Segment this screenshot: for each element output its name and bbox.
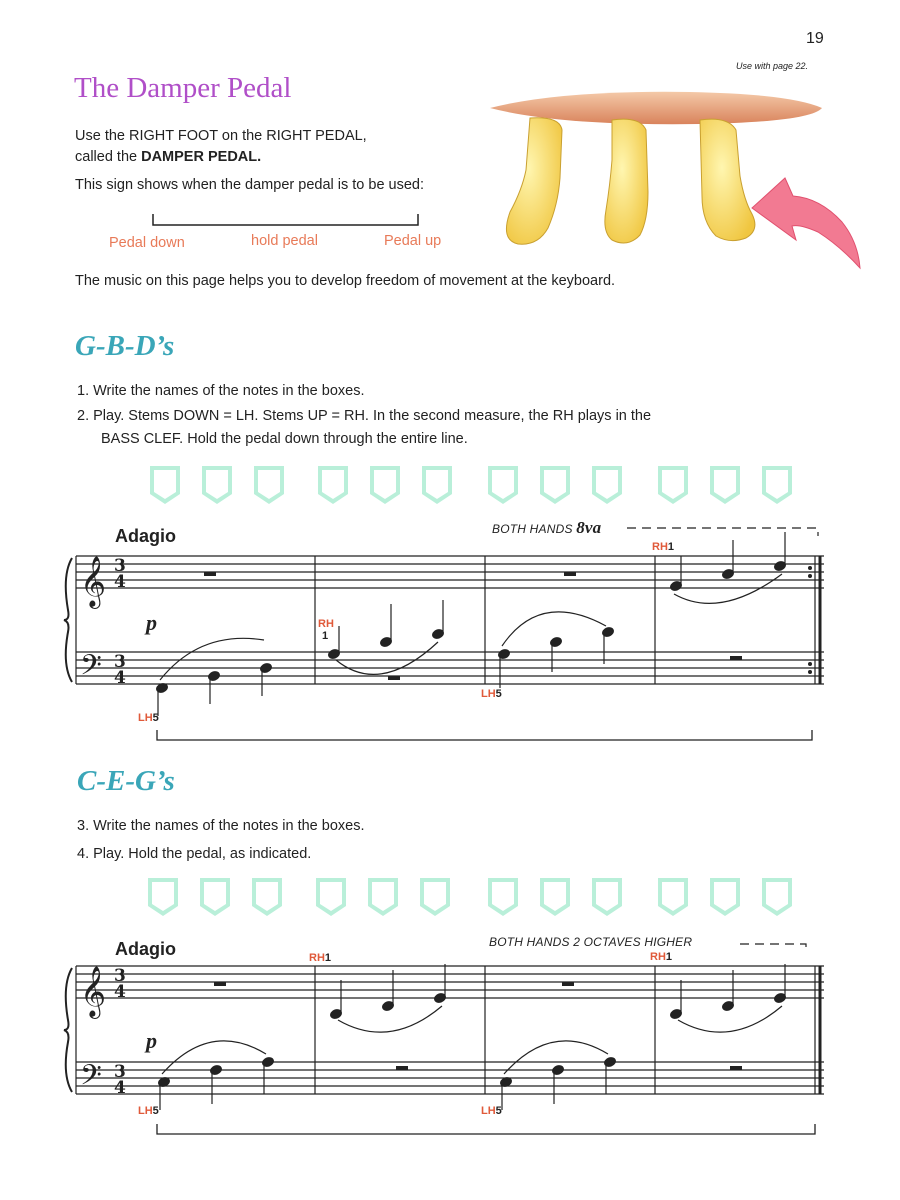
step-1: 1. Write the names of the notes in the boxes. [77,383,365,399]
step-2-line-1: 2. Play. Stems DOWN = LH. Stems UP = RH. In the second measure, the RH plays in the [77,408,652,424]
use-with-note: Use with page 22. [736,61,809,71]
rh-label: RH [652,541,668,553]
answer-boxes-row-2[interactable] [148,878,792,916]
time-sig-top-2a: 3 [114,966,126,986]
rests-2 [214,982,742,1070]
octave-direction-1-text: BOTH HANDS [492,522,573,536]
finger-number: 1 [665,951,673,963]
time-sig-bottom-2a: 4 [114,982,126,1002]
finger-number: 5 [495,688,502,700]
section-title-gbd: G-B-D’s [75,330,175,362]
finger-number: 5 [152,712,159,724]
time-sig-top-1a: 3 [114,556,126,576]
rh-label: RH [318,618,334,630]
time-sig-bottom-1b: 4 [114,668,126,688]
pedal-line-1 [157,730,812,740]
lh-label: LH [138,1105,153,1117]
tempo-marking-1: Adagio [115,526,176,546]
answer-boxes-row-1[interactable] [150,466,792,504]
time-sig-top-1b: 3 [114,652,126,672]
intro-line-2-prefix: called the [75,149,142,165]
rh-label: RH [309,952,325,964]
freedom-text: The music on this page helps you to develop freedom of movement at the keyboard. [75,273,616,289]
pedal-down-label: Pedal down [109,235,185,251]
treble-clef-1: 𝄞 [80,556,107,607]
lh-label: LH [138,712,153,724]
tempo-marking-2: Adagio [115,939,176,959]
finger-number: 1 [322,630,329,642]
finger-number: 5 [152,1105,159,1117]
intro-line-1: Use the RIGHT FOOT on the RIGHT PEDAL, [75,128,367,144]
step-3: 3. Write the names of the notes in the boxes. [77,818,365,834]
notes-2 [157,964,786,1110]
lh-label: LH [481,688,496,700]
octave-mark-8va: 8va [576,518,602,537]
page-title: The Damper Pedal [74,72,292,104]
damper-pedal-term: DAMPER PEDAL. [141,149,262,165]
pedal-sign-bracket [153,214,418,225]
octave-line-2 [740,944,806,952]
hold-pedal-label: hold pedal [251,233,318,249]
dynamic-piano-1: p [146,610,157,635]
dynamic-piano-2: p [146,1028,157,1053]
repeat-dots-1 [808,566,812,674]
intro-line-3: This sign shows when the damper pedal is to be used: [75,177,425,193]
pedal-up-label: Pedal up [384,233,442,249]
finger-number: 1 [324,952,332,964]
notes-1 [155,532,786,716]
slurs-2 [162,1006,782,1074]
section-title-ceg: C-E-G’s [77,765,175,797]
slurs-1 [160,574,782,680]
grand-staff-2 [64,966,824,1094]
grand-staff-1 [64,556,824,684]
bass-clef-2: 𝄢 [80,1059,102,1099]
bass-clef-1: 𝄢 [80,649,102,689]
finger-number: 5 [495,1105,502,1117]
damper-pedal-illustration [490,92,860,268]
octave-direction-2: BOTH HANDS 2 OCTAVES HIGHER [489,935,693,949]
lh-label: LH [481,1105,496,1117]
time-sig-bottom-2b: 4 [114,1078,126,1098]
octave-line-1 [627,528,818,536]
treble-clef-2: 𝄞 [80,966,107,1017]
rh-label: RH [650,951,666,963]
step-4: 4. Play. Hold the pedal, as indicated. [77,846,312,862]
time-sig-bottom-1a: 4 [114,572,126,592]
page-number: 19 [806,30,824,47]
finger-number: 1 [667,541,675,553]
pedal-line-2 [157,1124,815,1134]
time-sig-top-2b: 3 [114,1062,126,1082]
step-2-line-2: BASS CLEF. Hold the pedal down through the entire line. [101,431,468,447]
